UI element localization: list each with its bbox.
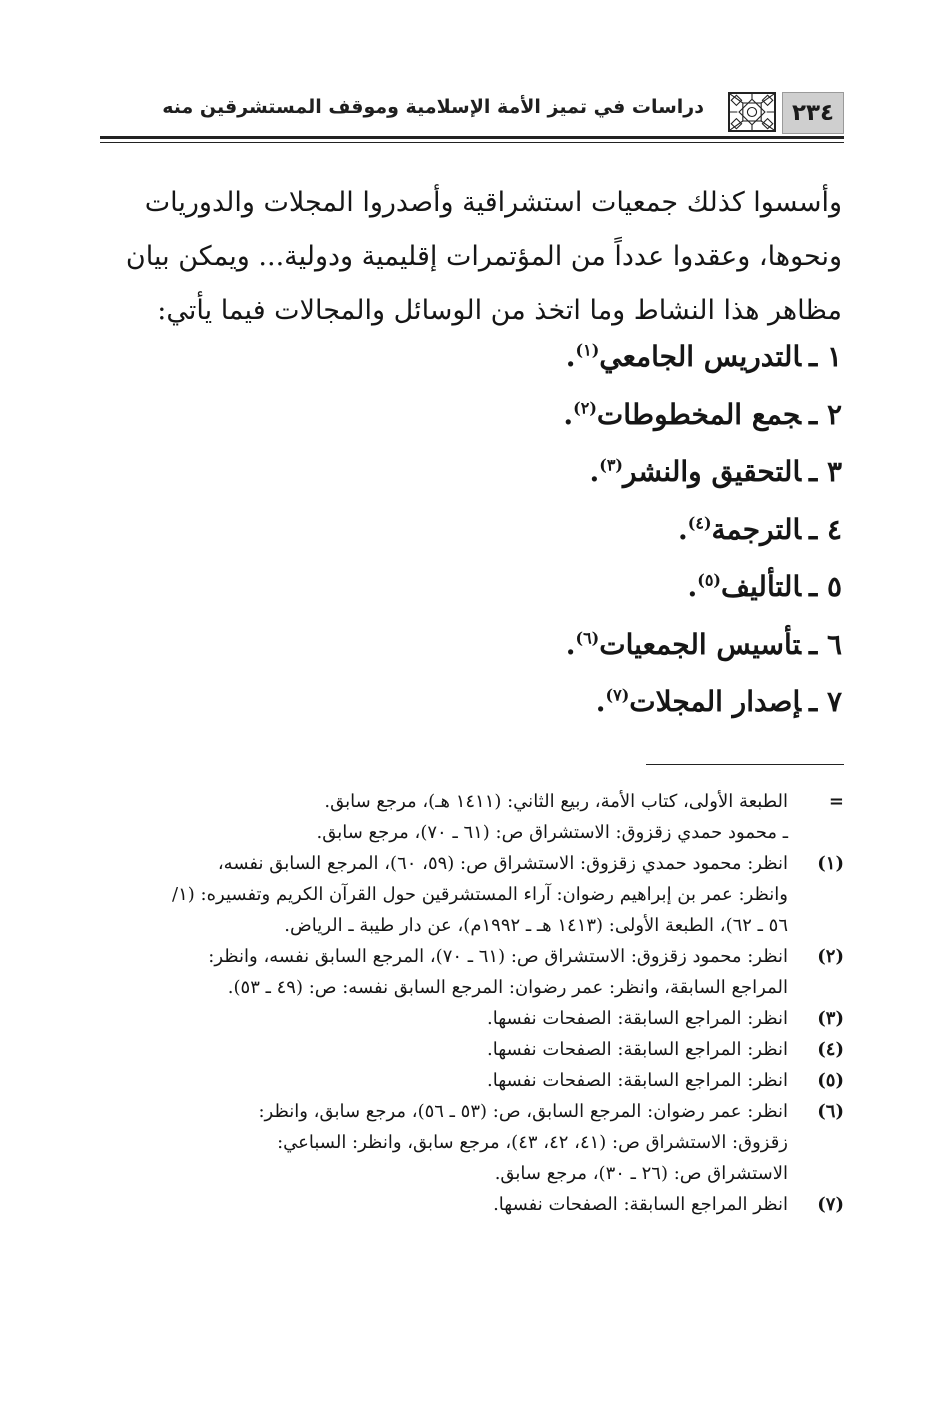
footnote-text — [100, 941, 788, 1003]
footnote-text — [100, 786, 788, 848]
footnote-marker: (٥) — [817, 1070, 844, 1091]
list-item-text: التدريس الجامعي — [599, 340, 801, 373]
list-item-number: ٥ ـ — [809, 570, 842, 603]
body-line: وأسسوا كذلك جمعيات استشراقية وأصدروا المجلات والدوريات — [144, 187, 842, 218]
footnote — [100, 848, 844, 941]
list-item-end: . — [678, 512, 688, 546]
footnote-line: انظر: عمر رضوان: المرجع السابق، ص: (٥٣ ـ ٥٦)، مرجع سابق، وانظر: — [258, 1101, 788, 1122]
list-item-text: تأسيس الجمعيات — [599, 627, 801, 661]
body-line: مظاهر هذا النشاط وما اتخذ من الوسائل والمجالات فيما يأتي: — [157, 295, 842, 326]
footnote-ref-link[interactable]: (٢) — [573, 398, 597, 418]
footnote-text — [100, 1034, 788, 1065]
list-item-end: . — [595, 685, 606, 718]
footnote-marker: (٤) — [817, 1039, 844, 1060]
list-item-text: التأليف — [720, 570, 801, 603]
footnote-ref-link[interactable]: (٥) — [697, 570, 721, 590]
footnote — [100, 786, 844, 848]
list-item-text: جمع المخطوطات — [596, 397, 801, 431]
list-item-number: ٦ ـ — [809, 627, 842, 661]
list-item — [100, 673, 842, 731]
footnote-line: انظر: المراجع السابقة: الصفحات نفسها. — [487, 1039, 788, 1060]
list-item — [100, 443, 842, 501]
footnote-line: الطبعة الأولى، كتاب الأمة، ربيع الثاني: (١٤١١ هـ)، مرجع سابق. — [324, 791, 788, 812]
list-item-text: الترجمة — [711, 512, 801, 546]
footnote-text — [100, 848, 788, 941]
footnote-line: انظر المراجع السابقة: الصفحات نفسها. — [493, 1194, 788, 1215]
footnote-ref-link[interactable]: (٧) — [605, 685, 630, 705]
footnote-marker: (٦) — [817, 1101, 844, 1122]
footnote-ref-link[interactable]: (١) — [575, 340, 600, 360]
list-item — [100, 328, 842, 386]
footnote-line: ـ محمود حمدي زقزوق: الاستشراق ص: (٦١ ـ ٧٠)، مرجع سابق. — [316, 822, 788, 843]
list-item-number: ٧ ـ — [809, 685, 842, 718]
activities-list — [100, 328, 842, 731]
footnote-line: انظر: المراجع السابقة: الصفحات نفسها. — [487, 1008, 788, 1029]
list-item-number: ١ ـ — [809, 340, 842, 373]
list-item-number: ٤ ـ — [809, 512, 842, 546]
header-rule — [100, 136, 844, 139]
footnote-ref-link[interactable]: (٦) — [575, 628, 600, 648]
list-item-number: ٣ ـ — [809, 455, 842, 488]
footnote-separator — [646, 764, 844, 765]
list-item — [100, 558, 842, 616]
footnote-marker: (٧) — [817, 1194, 844, 1215]
footnote-line: زقزوق: الاستشراق ص: (٤١، ٤٢، ٤٣)، مرجع سابق، وانظر: السباعي: — [277, 1132, 788, 1153]
list-item-text: التحقيق والنشر — [622, 455, 801, 488]
footnote — [100, 1096, 844, 1189]
running-header-title: دراسات في تميز الأمة الإسلامية وموقف المستشرقين منه — [162, 96, 704, 118]
footnote-marker: (٢) — [817, 946, 844, 967]
list-item-end: . — [565, 340, 576, 373]
footnote-line: انظر: محمود زقزوق: الاستشراق ص: (٦١ ـ ٧٠)، المرجع السابق نفسه، وانظر: — [208, 946, 788, 967]
footnote-line: وانظر: عمر بن إبراهيم رضوان: آراء المستشرقين حول القرآن الكريم وتفسيره: (١/ — [172, 884, 788, 905]
footnote-marker: (٣) — [817, 1008, 844, 1029]
list-item-end: . — [687, 570, 698, 603]
list-item — [100, 386, 842, 444]
body-line: ونحوها، وعقدوا عدداً من المؤتمرات إقليمية ودولية... ويمكن بيان — [125, 241, 842, 272]
footnote-ref-link[interactable]: (٤) — [687, 513, 712, 533]
list-item-text: إصدار المجلات — [629, 685, 801, 718]
footnote — [100, 941, 844, 1003]
list-item-end: . — [563, 397, 574, 431]
footnote-line: انظر: محمود حمدي زقزوق: الاستشراق ص: (٥٩، ٦٠)، المرجع السابق نفسه، — [217, 853, 788, 874]
footnote-line: ٥٦ ـ ٦٢)، الطبعة الأولى: (١٤١٣ هـ ـ ١٩٩٢م)، عن دار طيبة ـ الرياض. — [284, 915, 788, 936]
body-paragraph — [100, 176, 842, 338]
list-item — [100, 501, 842, 559]
geometric-star-ornament-icon — [728, 92, 776, 132]
footnote-line: الاستشراق ص: (٢٦ ـ ٣٠)، مرجع سابق. — [494, 1163, 788, 1184]
running-header — [100, 92, 844, 134]
footnote-text — [100, 1065, 788, 1096]
footnote-text — [100, 1003, 788, 1034]
header-rule-thin — [100, 142, 844, 143]
list-item-end: . — [589, 455, 600, 488]
footnote — [100, 1189, 844, 1220]
footnote — [100, 1065, 844, 1096]
footnote — [100, 1003, 844, 1034]
footnotes — [100, 786, 844, 1220]
footnote-ref-link[interactable]: (٣) — [599, 455, 623, 475]
footnote-line: المراجع السابقة، وانظر: عمر رضوان: المرجع السابق نفسه: ص: (٤٩ ـ ٥٣). — [227, 977, 788, 998]
footnote-text — [100, 1189, 788, 1220]
list-item-end: . — [565, 627, 576, 661]
page-number: ٢٣٤ — [782, 92, 844, 134]
footnote-text — [100, 1096, 788, 1189]
list-item — [100, 616, 842, 674]
footnote-line: انظر: المراجع السابقة: الصفحات نفسها. — [487, 1070, 788, 1091]
footnote-marker: (١) — [817, 853, 844, 874]
list-item-number: ٢ ـ — [809, 397, 842, 431]
footnote-marker: = — [828, 791, 844, 812]
footnote — [100, 1034, 844, 1065]
